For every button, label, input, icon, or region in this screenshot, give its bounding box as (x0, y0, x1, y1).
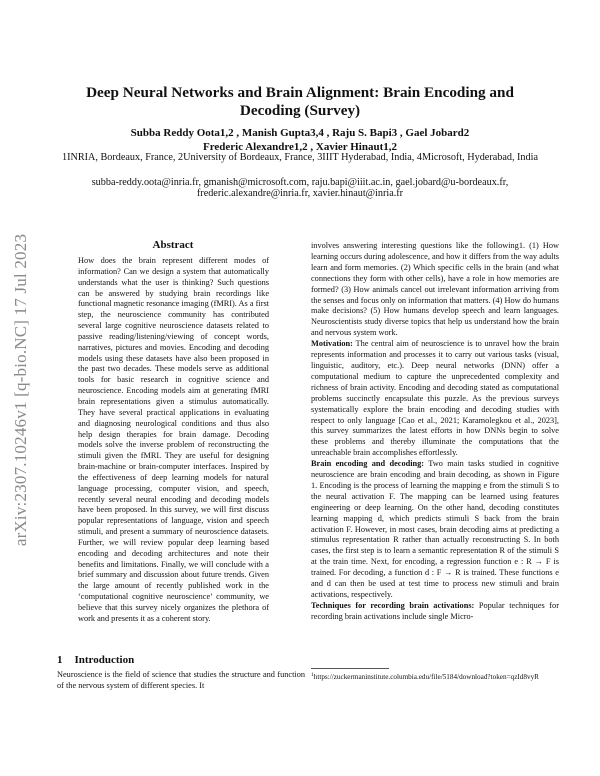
section-title: Introduction (74, 654, 135, 666)
email-line-1: subba-reddy.oota@inria.fr, gmanish@microsoft.com, raju.bapi@iiit.ac.in, gael.jobard@u-bordeaux.fr, (91, 177, 509, 188)
techniques-label: Techniques for recording brain activations: (311, 600, 475, 610)
paragraph-encoding-decoding (311, 459, 559, 601)
arxiv-stamp: arXiv:2307.10246v1 [q-bio.NC] 17 Jul 2023 (11, 233, 31, 547)
encoding-decoding-text: Two main tasks studied in cognitive neuroscience are brain encoding and brain decoding, as shown in Figure 1. Encoding is the process of learning the mapping e from the stimuli S to the neural activation F. The mapping can be learned using features engineering or deep learning. On the other hand, decoding constitutes learning mapping d, which predicts stimuli S back from the brain activation F. However, in most cases, brain decoding aims at predicting a stimulus representation R rather than actually reconstructing S. In both cases, the first step is to learn a semantic representation R of the stimuli S at the train time. Next, for encoding, a regression function e : R → F is trained. For decoding, a function d : F → R is trained. These functions e and d can then be used at test time to process new stimuli and brain activations, respectively. (311, 459, 559, 599)
paragraph-techniques (311, 601, 559, 623)
encoding-decoding-label: Brain encoding and decoding: (311, 459, 425, 469)
motivation-label: Motivation: (311, 339, 353, 349)
footnote-url[interactable]: https://zuckermaninstitute.columbia.edu/file/5184/download?token=qzId8vyR (313, 673, 539, 681)
affiliations: 1INRIA, Bordeaux, France, 2University of Bordeaux, France, 3IIIT Hyderabad, India, 4Microsoft, Hyderabad, India (62, 152, 538, 163)
email-line-2: frederic.alexandre@inria.fr, xavier.hinaut@inria.fr (196, 188, 404, 199)
abstract-text: How does the brain represent different modes of information? Can we design a system that automatically understands what the user is thinking? Such questions can be answered by studying brain recordings like functional magnetic resonance imaging (fMRI). As a first step, the neuroscience community has contributed several large cognitive neuroscience datasets related to passive reading/listening/viewing of concept words, narratives, pictures and movies. Encoding and decoding models using these datasets have also been proposed in the past two decades. These models serve as additional tools for basic research in cognitive science and neuroscience. Encoding models aim at generating fMRI brain representations given a stimulus automatically. They have several practical applications in evaluating and diagnosing neurological conditions and thus also help design therapies for brain damage. Decoding models solve the inverse problem of reconstructing the stimuli given the fMRI. They are useful for designing brain-machine or brain-computer interfaces. Inspired by the effectiveness of deep learning models for natural language processing, computer vision, and speech, recently several neural encoding and decoding models have been proposed. In this survey, we will first discuss popular representations of language, vision and speech stimuli, and present a summary of neuroscience datasets. Further, we will review popular deep learning based encoding and decoding architectures and note their benefits and limitations. Finally, we will conclude with a brief summary and discussion about future trends. Given the large amount of recently published work in the ‘computational cognitive neuroscience’ community, we believe that this survey nicely organizes the plethora of work and presents it as a coherent story. (78, 256, 269, 623)
section-number: 1 (57, 654, 63, 666)
authors-line-1: Subba Reddy Oota1,2 , Manish Gupta3,4 , Raju S. Bapi3 , Gael Jobard2 (130, 127, 470, 139)
techniques-text: Popular techniques for recording brain activations include single Micro- (311, 600, 559, 621)
introduction-text: Neuroscience is the field of science that studies the structure and function of the nervous system of different species. It (57, 670, 305, 690)
author-list (60, 126, 540, 154)
paragraph-questions: involves answering interesting questions like the following1. (1) How learning occurs during adolescence, and how it differs from the way adults learn and form memories. (2) Which specific cells in the brain (and what connections they form with other cells), have a role in how memories are formed? (3) How animals cancel out irrelevant information arriving from the senses and focus only on information that matters. (4) How do humans make decisions? (5) How humans develop speech and learn languages. Neuroscientists study diverse topics that help us understand how the brain and nervous system work. (311, 241, 559, 338)
motivation-text: The central aim of neuroscience is to unravel how the brain represents information and processes it to carry out various tasks (visual, linguistic, auditory, etc.). Deep neural networks (DNN) offer a computational medium to capture the unprecedented complexity and richness of brain activity. Encoding and decoding stated as computational problems succinctly encapsulate this puzzle. As the previous surveys systematically explore the brain encoding and decoding studies with respect to only language [Cao et al., 2021; Karamolegkou et al., 2023], this survey summarizes the latest efforts in how DNNs begin to solve these problems and thereby illuminate the computations that the unreachable brain accomplishes effortlessly. (311, 339, 559, 458)
section-heading-introduction (57, 654, 134, 666)
footnote (311, 671, 559, 683)
abstract-heading: Abstract (152, 239, 194, 251)
right-column (311, 241, 559, 623)
author-emails (60, 177, 540, 199)
footnote-mark: 1 (311, 672, 314, 678)
paragraph-motivation (311, 339, 559, 459)
paper-title: Deep Neural Networks and Brain Alignment: Brain Encoding and Decoding (Survey) (86, 84, 514, 119)
authors-line-2: Frederic Alexandre1,2 , Xavier Hinaut1,2 (202, 141, 397, 153)
footnote-rule (311, 668, 389, 669)
